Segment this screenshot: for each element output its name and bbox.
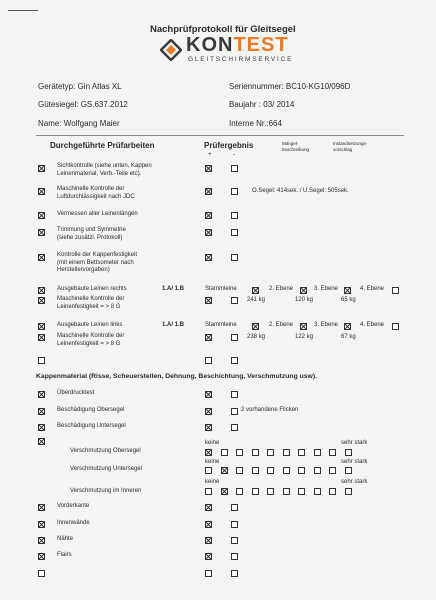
header-plus: + xyxy=(208,151,212,158)
check-naehte[interactable] xyxy=(38,537,45,544)
minus-ober[interactable] xyxy=(231,408,238,415)
minus-masch[interactable] xyxy=(231,188,238,195)
geraetetyp: Gerätetyp: Gin Atlas XL xyxy=(38,82,122,91)
links-kg2: 122 kg xyxy=(295,334,314,340)
check-verschmutzung[interactable] xyxy=(38,438,45,445)
check-kontrolle[interactable] xyxy=(38,254,45,261)
item-v-ober: Verschmutzung Obersegel xyxy=(70,448,141,454)
v-ober-6[interactable] xyxy=(283,449,290,456)
plus-vorder[interactable] xyxy=(205,504,212,511)
v-ober-10[interactable] xyxy=(345,449,352,456)
item-v-innen: Verschmutzung im Inneren xyxy=(70,488,142,494)
v-innen-2[interactable] xyxy=(221,488,228,495)
scale-sehr-stark-1: sehr stark xyxy=(341,440,368,446)
minus-trimm[interactable] xyxy=(231,229,238,236)
v-unter-1[interactable] xyxy=(205,467,212,474)
minus-verm[interactable] xyxy=(231,212,238,219)
plus-ober[interactable] xyxy=(205,408,212,415)
v-ober-3[interactable] xyxy=(236,449,243,456)
minus-ueber[interactable] xyxy=(231,391,238,398)
item-sicht: Sichtkontrolle (siehe unten, Kappen Leinenmaterial, Verb.-Teile etc). xyxy=(57,163,152,177)
rechts-ebene3-check[interactable] xyxy=(344,287,351,294)
rechts-ebene4-check[interactable] xyxy=(392,287,399,294)
item-flairs: Flairs xyxy=(57,552,72,558)
v-innen-7[interactable] xyxy=(298,488,305,495)
item-innen: Innenwände xyxy=(57,520,90,526)
links-ebene4-label: 4. Ebene xyxy=(360,322,385,328)
v-ober-4[interactable] xyxy=(252,449,259,456)
v-unter-9[interactable] xyxy=(329,467,336,474)
logo-tagline: GLEITSCHIRMSERVICE xyxy=(188,56,294,63)
v-innen-3[interactable] xyxy=(236,488,243,495)
check-flairs[interactable] xyxy=(38,553,45,560)
links-kg3: 67 kg xyxy=(341,334,356,340)
item-unter: Beschädigung Untersegel xyxy=(57,423,126,429)
check-rechts-masch[interactable] xyxy=(38,297,45,304)
header-instand: Instandsetzungs- vorschlag xyxy=(333,141,368,152)
v-innen-6[interactable] xyxy=(283,488,290,495)
guetesiegel: Gütesiegel: GS.637.2012 xyxy=(38,100,128,109)
plus-verm[interactable] xyxy=(205,212,212,219)
item-verm: Vermessen aller Leinenlängen xyxy=(57,211,138,217)
rechts-kg1: 241 kg xyxy=(247,297,266,303)
plus-sicht[interactable] xyxy=(205,165,212,172)
links-kg1: 238 kg xyxy=(247,334,266,340)
item-ober: Beschädigung Obersegel xyxy=(57,407,125,413)
v-unter-4[interactable] xyxy=(252,467,259,474)
rechts-stamm-label: Stammleine xyxy=(205,286,237,292)
check-sicht[interactable] xyxy=(38,165,45,172)
item-v-unter: Verschmutzung Untersegel xyxy=(70,466,143,472)
minus-empty[interactable] xyxy=(231,357,238,364)
v-innen-1[interactable] xyxy=(205,488,212,495)
plus-links[interactable] xyxy=(205,334,212,341)
rechts-kg2: 120 kg xyxy=(295,297,314,303)
minus-flairs[interactable] xyxy=(231,553,238,560)
rechts-ebene4-label: 4. Ebene xyxy=(360,286,385,292)
plus-unter[interactable] xyxy=(205,424,212,431)
item-trimm: Trimmung und Symmetrie (siehe zusätzl. Protokoll) xyxy=(57,227,126,241)
rechts-kg3: 65 kg xyxy=(341,297,356,303)
links-stamm-check[interactable] xyxy=(252,323,259,330)
seriennummer: Seriennummer: BC10-KG10/096D xyxy=(229,82,351,91)
check-unter[interactable] xyxy=(38,424,45,431)
plus-ueber[interactable] xyxy=(205,391,212,398)
v-innen-10[interactable] xyxy=(345,488,352,495)
links-ebene3-label: 3. Ebene xyxy=(314,322,339,328)
v-unter-7[interactable] xyxy=(298,467,305,474)
links-ebene4-check[interactable] xyxy=(392,323,399,330)
item-kontrolle: Kontrolle der Kappenfestigkeit (mit einem Bettsometer nach Herstellervorgaben) xyxy=(57,252,138,273)
scale-keine-1: keine xyxy=(205,440,220,446)
check-vorder[interactable] xyxy=(38,504,45,511)
plus-kontrolle[interactable] xyxy=(205,254,212,261)
v-innen-9[interactable] xyxy=(329,488,336,495)
minus-innen[interactable] xyxy=(231,521,238,528)
page-title: Nachprüfprotokoll für Gleitsegel xyxy=(150,24,296,35)
check-verm[interactable] xyxy=(38,212,45,219)
rechts-stamm-check[interactable] xyxy=(252,287,259,294)
links-ebene3-check[interactable] xyxy=(344,323,351,330)
item-ueber: Überdrucktest xyxy=(57,390,95,396)
plus-empty-2[interactable] xyxy=(205,570,212,577)
check-ober[interactable] xyxy=(38,408,45,415)
v-innen-4[interactable] xyxy=(252,488,259,495)
minus-kontrolle[interactable] xyxy=(231,254,238,261)
v-unter-6[interactable] xyxy=(283,467,290,474)
check-empty[interactable] xyxy=(38,357,45,364)
check-masch[interactable] xyxy=(38,188,45,195)
minus-empty-2[interactable] xyxy=(231,570,238,577)
plus-rechts[interactable] xyxy=(205,297,212,304)
scale-sehr-stark-3: sehr stark xyxy=(341,479,368,485)
check-links[interactable] xyxy=(38,323,45,330)
divider xyxy=(36,135,404,136)
kappen-title: Kappenmaterial (Risse, Scheuerstellen, Dehnung, Beschichtung, Verschmutzung usw). xyxy=(36,373,317,380)
rechts-ebene2-label: 2. Ebene xyxy=(269,286,294,292)
v-ober-5[interactable] xyxy=(267,449,274,456)
check-rechts[interactable] xyxy=(38,287,45,294)
check-innen[interactable] xyxy=(38,521,45,528)
check-ueber[interactable] xyxy=(38,391,45,398)
plus-empty[interactable] xyxy=(205,357,212,364)
item-links-masch: Maschinelle Kontrolle der Leinenfestigkeit = > 8 G xyxy=(57,333,125,347)
logo-icon xyxy=(160,39,182,61)
v-innen-5[interactable] xyxy=(267,488,274,495)
ober-note: 2 vorhandene Flicken xyxy=(241,407,299,413)
item-masch: Maschinelle Kontrolle der Luftdurchlässigkeit nach JDC xyxy=(57,186,135,200)
v-unter-10[interactable] xyxy=(345,467,352,474)
check-empty-2[interactable] xyxy=(38,570,45,577)
plus-trimm[interactable] xyxy=(205,229,212,236)
logo-text-dark: KON xyxy=(186,34,234,56)
minus-naehte[interactable] xyxy=(231,537,238,544)
logo xyxy=(160,34,310,64)
v-ober-2[interactable] xyxy=(221,449,228,456)
scale-sehr-stark-2: sehr stark xyxy=(341,459,368,465)
header-maengel: Mängel- beschreibung xyxy=(282,141,310,152)
v-unter-8[interactable] xyxy=(314,467,321,474)
minus-links[interactable] xyxy=(231,334,238,341)
v-ober-1[interactable] xyxy=(205,449,212,456)
scale-keine-3: keine xyxy=(205,479,220,485)
logo-text-accent: TEST xyxy=(233,34,289,56)
links-stamm-label: Stammleine xyxy=(205,322,237,328)
v-innen-8[interactable] xyxy=(314,488,321,495)
item-naehte: Nähte xyxy=(57,536,74,542)
v-unter-5[interactable] xyxy=(267,467,274,474)
plus-innen[interactable] xyxy=(205,521,212,528)
v-unter-3[interactable] xyxy=(236,467,243,474)
links-ebene2-check[interactable] xyxy=(300,323,307,330)
rechts-ebene2-check[interactable] xyxy=(300,287,307,294)
header-pruefarbeiten: Durchgeführte Prüfarbeiten xyxy=(50,141,155,150)
scale-keine-2: keine xyxy=(205,459,220,465)
plus-masch[interactable] xyxy=(205,188,212,195)
minus-unter[interactable] xyxy=(231,424,238,431)
header-pruefergebnis: Prüfergebnis xyxy=(204,141,254,150)
header-minus: - xyxy=(233,151,236,158)
v-ober-9[interactable] xyxy=(329,449,336,456)
baujahr: Baujahr : 03/ 2014 xyxy=(229,100,295,109)
check-links-masch[interactable] xyxy=(38,334,45,341)
item-links: Ausgebaute Leinen links xyxy=(57,322,123,328)
item-rechts: Ausgebaute Leinen rechts xyxy=(57,286,127,292)
v-ober-8[interactable] xyxy=(314,449,321,456)
minus-rechts[interactable] xyxy=(231,297,238,304)
v-ober-7[interactable] xyxy=(298,449,305,456)
item-rechts-masch: Maschinelle Kontrolle der Leinenfestigkeit = > 8 G xyxy=(57,296,125,310)
interne-nr: Interne Nr.:664 xyxy=(229,119,282,128)
links-nr: 1.A/ 1.B xyxy=(162,322,185,328)
v-unter-2[interactable] xyxy=(221,467,228,474)
plus-naehte[interactable] xyxy=(205,537,212,544)
scan-mark xyxy=(8,10,38,11)
rechts-ebene3-label: 3. Ebene xyxy=(314,286,339,292)
masch-note: O.Segel: 414sek. / U.Segel: 505sek. xyxy=(252,188,349,194)
plus-flairs[interactable] xyxy=(205,553,212,560)
rechts-nr: 1.A/ 1.B xyxy=(162,286,185,292)
pilot-name: Name: Wolfgang Maier xyxy=(38,119,120,128)
minus-sicht[interactable] xyxy=(231,165,238,172)
item-vorder: Vorderkante xyxy=(57,503,90,509)
links-ebene2-label: 2. Ebene xyxy=(269,322,294,328)
check-trimm[interactable] xyxy=(38,229,45,236)
minus-vorder[interactable] xyxy=(231,504,238,511)
